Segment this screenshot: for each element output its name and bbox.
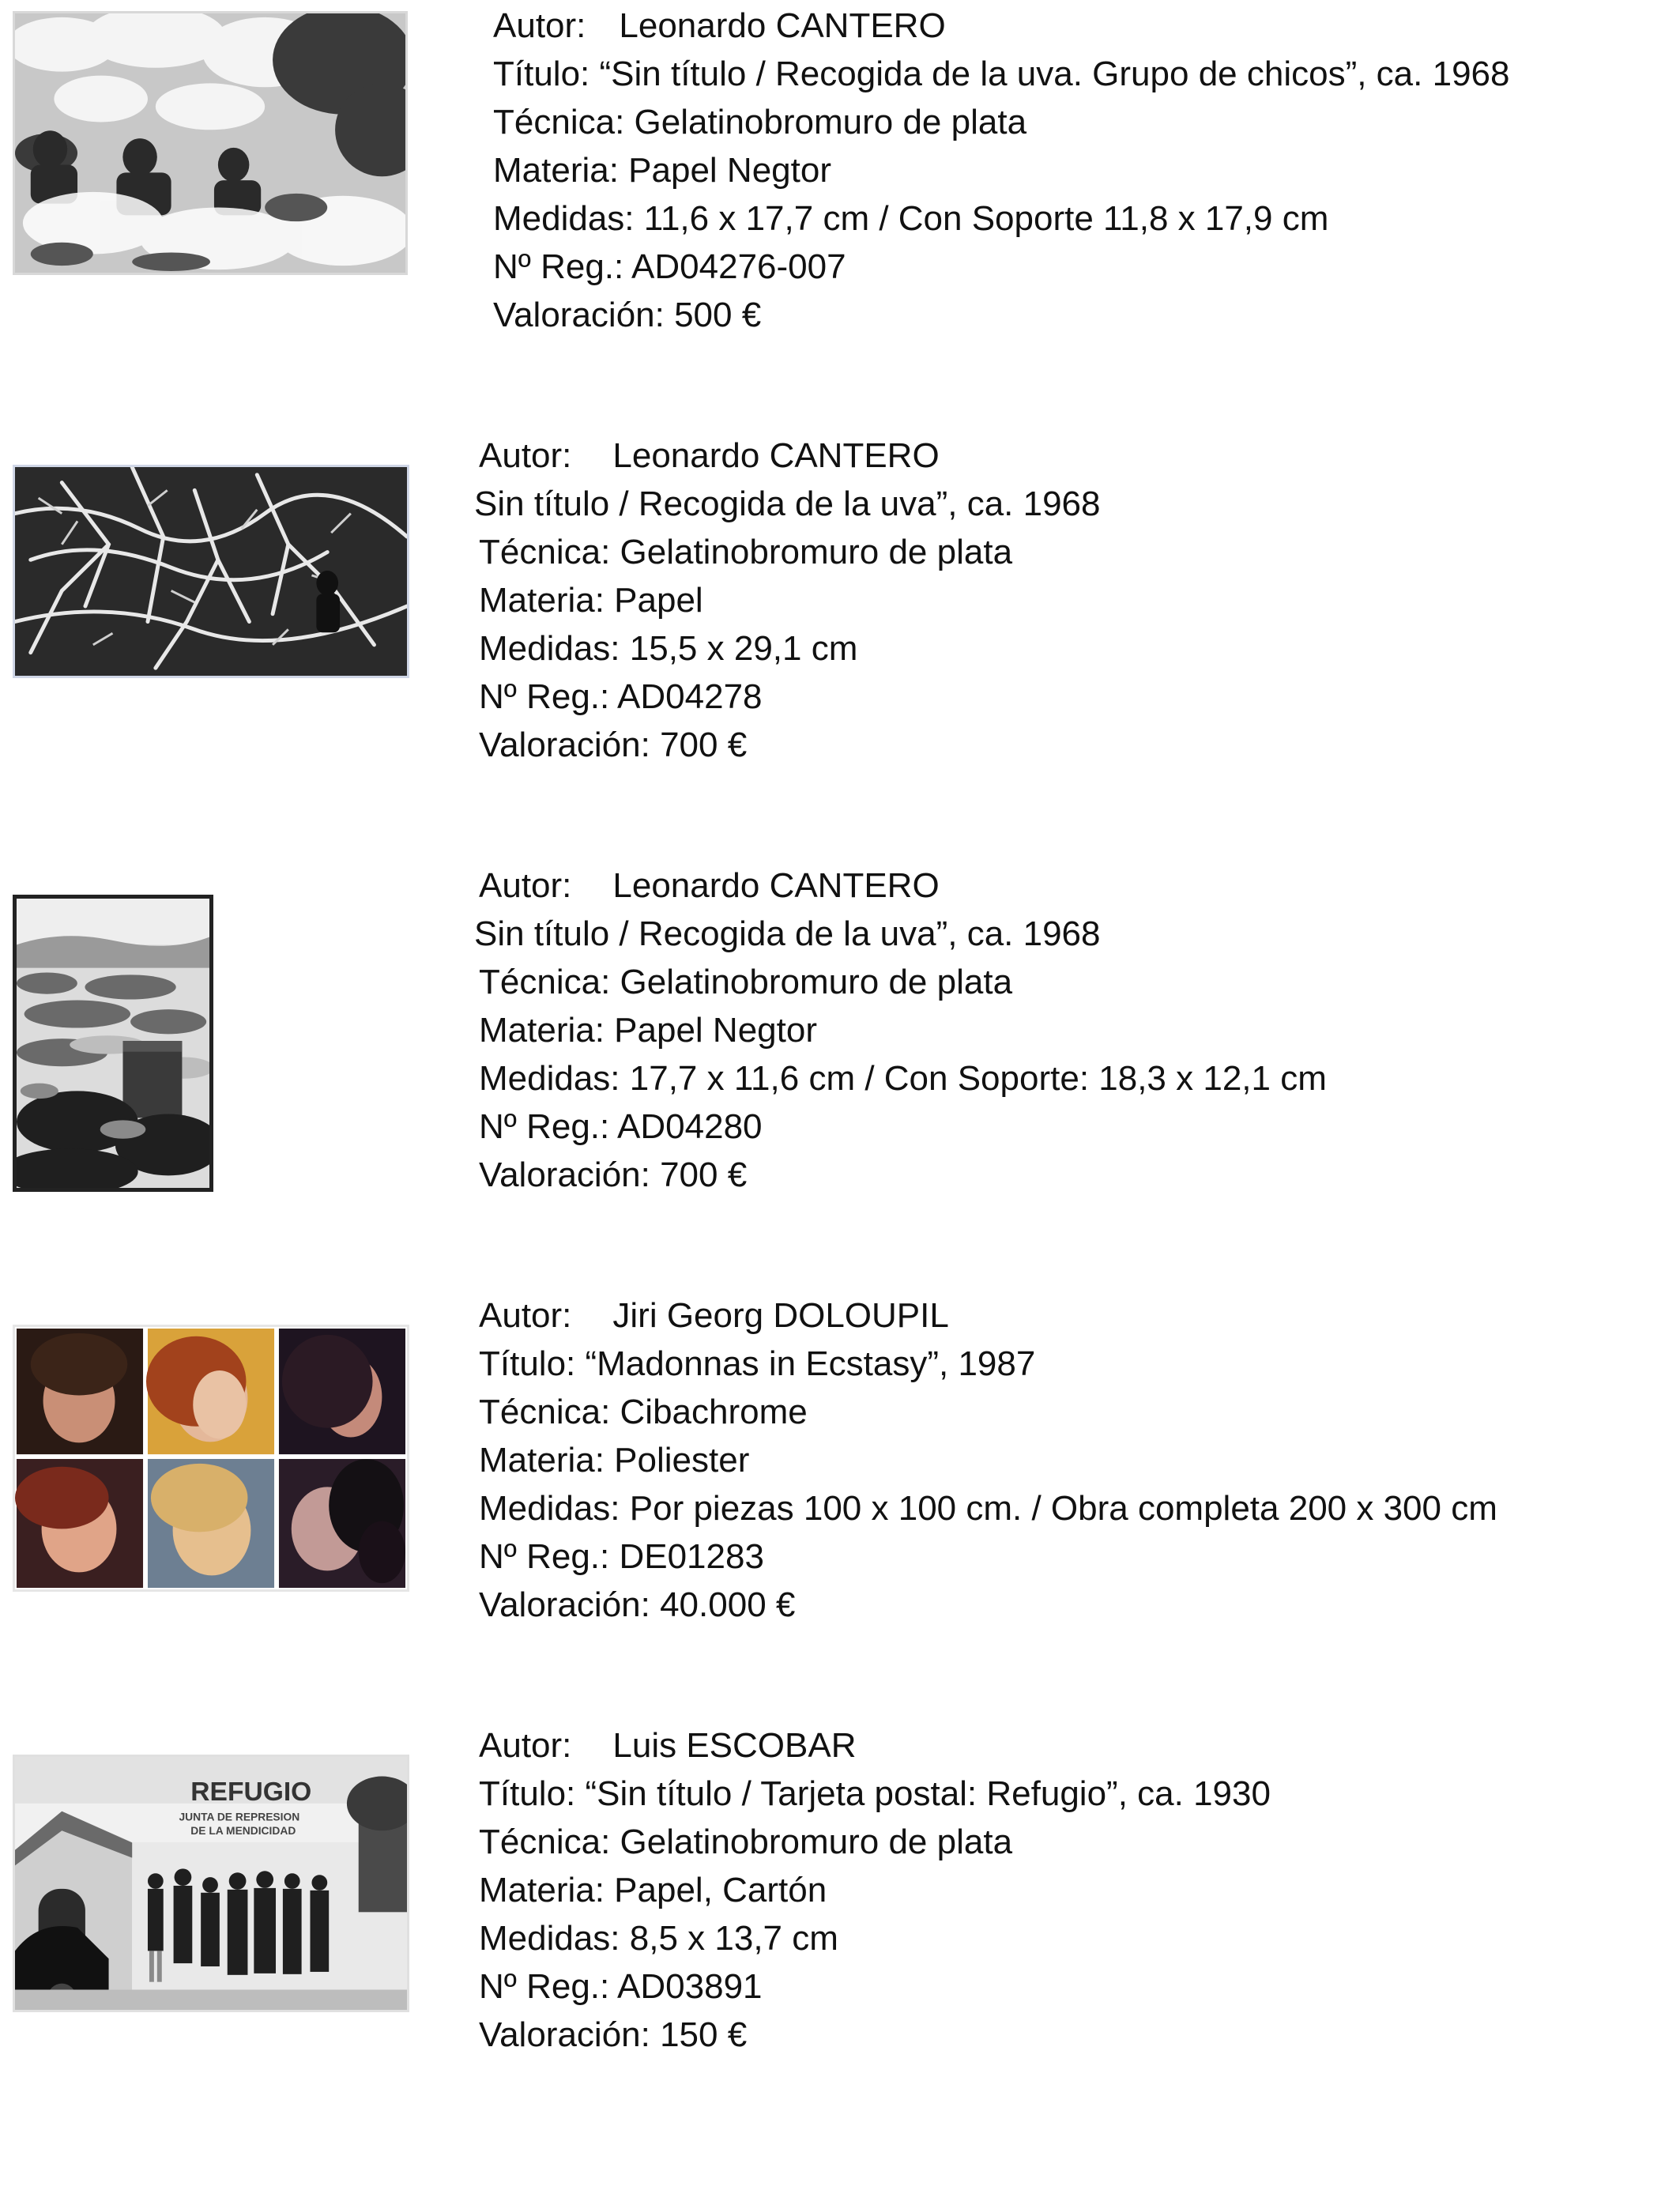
technique-line: Técnica: Gelatinobromuro de plata	[479, 533, 1013, 571]
entry-1-details	[493, 2, 1509, 339]
author-label: Autor:	[479, 1726, 572, 1765]
material-line: Materia: Papel Negtor	[479, 1011, 817, 1050]
valuation-line: Valoración: 700 €	[479, 726, 748, 764]
photo-thumbnail-vine-branches[interactable]	[13, 465, 409, 678]
author-name: Jiri Georg DOLOUPIL	[612, 1296, 949, 1335]
author-name: Leonardo CANTERO	[612, 866, 940, 905]
author-name: Leonardo CANTERO	[619, 6, 946, 45]
author-label: Autor:	[479, 1296, 572, 1335]
photo-thumbnail-refugio[interactable]	[13, 1755, 409, 2012]
author-line	[474, 861, 1327, 910]
registry-line: Nº Reg.: AD04276-007	[493, 247, 846, 286]
author-label: Autor:	[479, 866, 572, 905]
material-line: Materia: Poliester	[479, 1441, 750, 1480]
author-name: Luis ESCOBAR	[612, 1726, 857, 1765]
photo-grapes-boys-image	[15, 13, 405, 273]
author-line	[474, 1721, 1271, 1770]
entry-4-details	[474, 1291, 1497, 1629]
registry-line: Nº Reg.: AD03891	[479, 1967, 763, 2006]
technique-line: Técnica: Gelatinobromuro de plata	[493, 103, 1027, 141]
author-name: Leonardo CANTERO	[612, 436, 940, 475]
dimensions-line: Medidas: 11,6 x 17,7 cm / Con Soporte 11,8 x 17,9 cm	[493, 199, 1329, 238]
photo-vineyard-field-image	[17, 899, 209, 1188]
dimensions-line: Medidas: 17,7 x 11,6 cm / Con Soporte: 18,3 x 12,1 cm	[479, 1059, 1327, 1098]
entry-2-details	[474, 432, 1101, 769]
photo-refugio-postcard-image	[15, 1757, 407, 2010]
valuation-line: Valoración: 150 €	[479, 2015, 748, 2054]
technique-line: Técnica: Gelatinobromuro de plata	[479, 963, 1013, 1001]
postcard-sign-line1: JUNTA DE REPRESION	[179, 1811, 300, 1823]
dimensions-line: Medidas: 15,5 x 29,1 cm	[479, 629, 858, 668]
registry-line: Nº Reg.: DE01283	[479, 1537, 764, 1576]
author-label: Autor:	[479, 436, 572, 475]
author-label: Autor:	[493, 6, 586, 45]
title-line: Título: “Madonnas in Ecstasy”, 1987	[479, 1344, 1036, 1383]
title-line: Sin título / Recogida de la uva”, ca. 1968	[474, 914, 1101, 953]
material-line: Materia: Papel Negtor	[493, 151, 831, 190]
postcard-sign-line2: DE LA MENDICIDAD	[190, 1825, 296, 1838]
photo-madonnas-grid-image	[15, 1327, 407, 1589]
valuation-line: Valoración: 700 €	[479, 1155, 748, 1194]
material-line: Materia: Papel, Cartón	[479, 1871, 827, 1909]
dimensions-line: Medidas: 8,5 x 13,7 cm	[479, 1919, 838, 1958]
registry-line: Nº Reg.: AD04278	[479, 677, 763, 716]
title-line: Título: “Sin título / Tarjeta postal: Refugio”, ca. 1930	[479, 1774, 1271, 1813]
title-line: Sin título / Recogida de la uva”, ca. 1968	[474, 484, 1101, 523]
entry-5-details	[474, 1721, 1271, 2059]
dimensions-line: Medidas: Por piezas 100 x 100 cm. / Obra completa 200 x 300 cm	[479, 1489, 1497, 1528]
author-line	[474, 432, 1101, 480]
photo-thumbnail-madonnas[interactable]	[13, 1325, 409, 1592]
postcard-sign-refugio: REFUGIO	[190, 1777, 312, 1807]
photo-thumbnail-grapes-boys[interactable]	[13, 11, 408, 275]
valuation-line: Valoración: 40.000 €	[479, 1585, 796, 1624]
technique-line: Técnica: Cibachrome	[479, 1393, 808, 1431]
valuation-line: Valoración: 500 €	[493, 296, 762, 334]
author-line	[474, 1291, 1497, 1340]
photo-thumbnail-vineyard-field[interactable]	[13, 895, 213, 1192]
technique-line: Técnica: Gelatinobromuro de plata	[479, 1823, 1013, 1861]
photo-vine-branches-image	[15, 467, 407, 676]
author-line	[493, 2, 1509, 50]
entry-3-details	[474, 861, 1327, 1199]
title-line: Título: “Sin título / Recogida de la uva. Grupo de chicos”, ca. 1968	[493, 55, 1510, 93]
registry-line: Nº Reg.: AD04280	[479, 1107, 763, 1146]
material-line: Materia: Papel	[479, 581, 703, 620]
